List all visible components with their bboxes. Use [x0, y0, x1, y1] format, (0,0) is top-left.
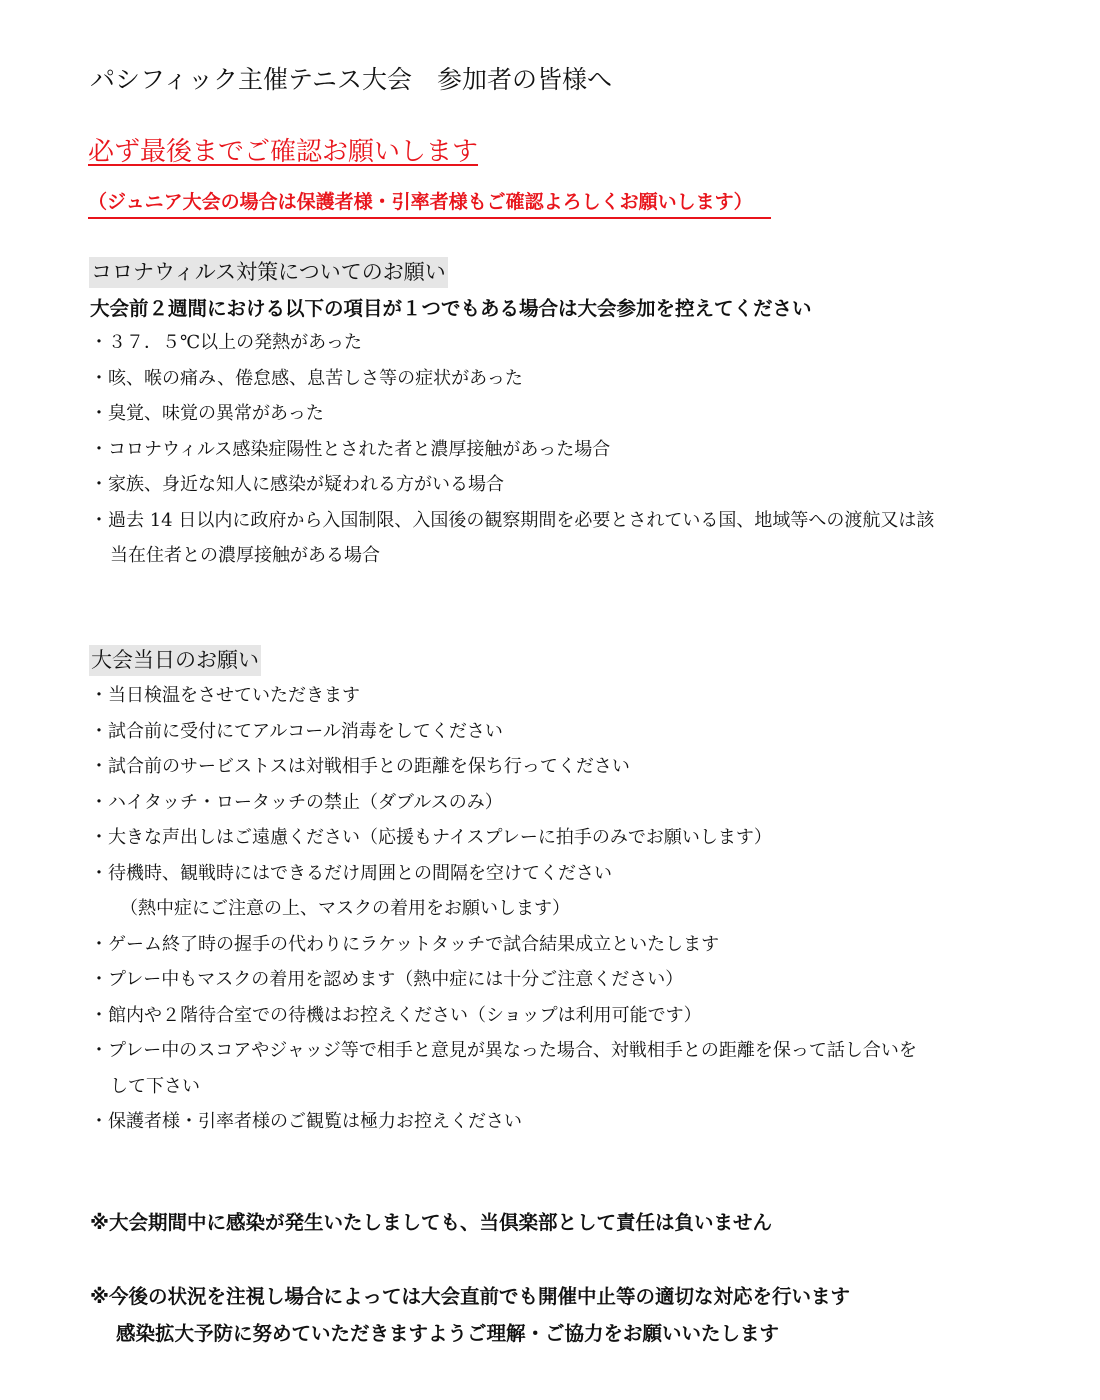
- list-item-text: ・プレー中もマスクの着用を認めます（熱中症には十分ご注意ください）: [90, 969, 684, 990]
- list-item-text: ・館内や２階待合室での待機はお控えください（ショップは利用可能です）: [90, 1004, 702, 1026]
- list-item-text: ・試合前のサービストスは対戦相手との距離を保ち行ってください: [90, 756, 630, 777]
- list-item: [90, 467, 1060, 503]
- list-item: [90, 1033, 1060, 1104]
- list-item-continuation: 当在住者との濃厚接触がある場合: [110, 545, 380, 566]
- important-notice: 必ず最後までご確認お願いします: [88, 137, 479, 167]
- list-item: [90, 361, 1060, 397]
- list-item-text: ・家族、身近な知人に感染が疑われる方がいる場合: [90, 474, 504, 495]
- list-item-text: ・３７．５℃以上の発熱があった: [90, 332, 362, 353]
- corona-section-intro: 大会前２週間における以下の項目が１つでもある場合は大会参加を控えてください: [90, 297, 812, 320]
- list-item-text: ・プレー中のスコアやジャッジ等で相手と意見が異なった場合、対戦相手との距離を保って話し合いを: [90, 1040, 917, 1061]
- list-item-text: ・ゲーム終了時の握手の代わりにラケットタッチで試合結果成立といたします: [90, 933, 720, 955]
- list-item: [90, 678, 1060, 714]
- list-item-text: ・ハイタッチ・ロータッチの禁止（ダブルスのみ）: [90, 791, 503, 813]
- list-item: [90, 749, 1060, 785]
- list-item-text: ・コロナウィルス感染症陽性とされた者と濃厚接触があった場合: [90, 438, 611, 460]
- list-item: [90, 503, 1060, 574]
- list-item: [90, 962, 1060, 998]
- list-item: [90, 856, 1060, 927]
- disclaimer-cancellation-line2: 感染拡大予防に努めていただきますようご理解・ご協力をお願いいたします: [116, 1322, 780, 1345]
- list-item-text: ・臭覚、味覚の異常があった: [90, 403, 324, 424]
- list-item-text: ・試合前に受付にてアルコール消毒をしてください: [90, 720, 503, 742]
- list-item: [90, 1104, 1060, 1140]
- list-item-text: ・待機時、観戦時にはできるだけ周囲との間隔を空けてください: [90, 862, 612, 884]
- list-item: [90, 927, 1060, 963]
- corona-symptom-list: [90, 325, 1060, 574]
- list-item: [90, 325, 1060, 361]
- document-title: パシフィック主催テニス大会 参加者の皆様へ: [90, 65, 613, 94]
- list-item-continuation: して下さい: [110, 1075, 200, 1097]
- day-section-heading: 大会当日のお願い: [89, 645, 261, 676]
- disclaimer-cancellation-line1: ※今後の状況を注視し場合によっては大会直前でも開催中止等の適切な対応を行います: [90, 1285, 850, 1308]
- disclaimer-liability: ※大会期間中に感染が発生いたしましても、当倶楽部として責任は負いません: [90, 1211, 772, 1234]
- list-item: [90, 432, 1060, 468]
- day-request-list: [90, 678, 1060, 1140]
- guardian-notice: （ジュニア大会の場合は保護者様・引率者様もご確認よろしくお願いします）: [88, 187, 771, 219]
- list-item: [90, 785, 1060, 821]
- list-item-text: ・当日検温をさせていただきます: [90, 685, 360, 706]
- list-item: [90, 714, 1060, 750]
- list-item: [90, 396, 1060, 432]
- list-item-text: ・保護者様・引率者様のご観覧は極力お控えください: [90, 1111, 522, 1132]
- list-item: [90, 820, 1060, 856]
- list-item: [90, 998, 1060, 1034]
- list-item-text: ・咳、喉の痛み、倦怠感、息苦しさ等の症状があった: [90, 367, 523, 389]
- corona-section-heading: コロナウィルス対策についてのお願い: [89, 257, 448, 288]
- list-item-text: ・大きな声出しはご遠慮ください（応援もナイスプレーに拍手のみでお願いします）: [90, 827, 772, 848]
- list-item-text: ・過去 14 日以内に政府から入国制限、入国後の観察期間を必要とされている国、地域等への渡航又は該: [90, 509, 935, 531]
- list-item-continuation: （熱中症にご注意の上、マスクの着用をお願いします）: [120, 898, 570, 919]
- disclaimer-cancellation: [90, 1278, 850, 1352]
